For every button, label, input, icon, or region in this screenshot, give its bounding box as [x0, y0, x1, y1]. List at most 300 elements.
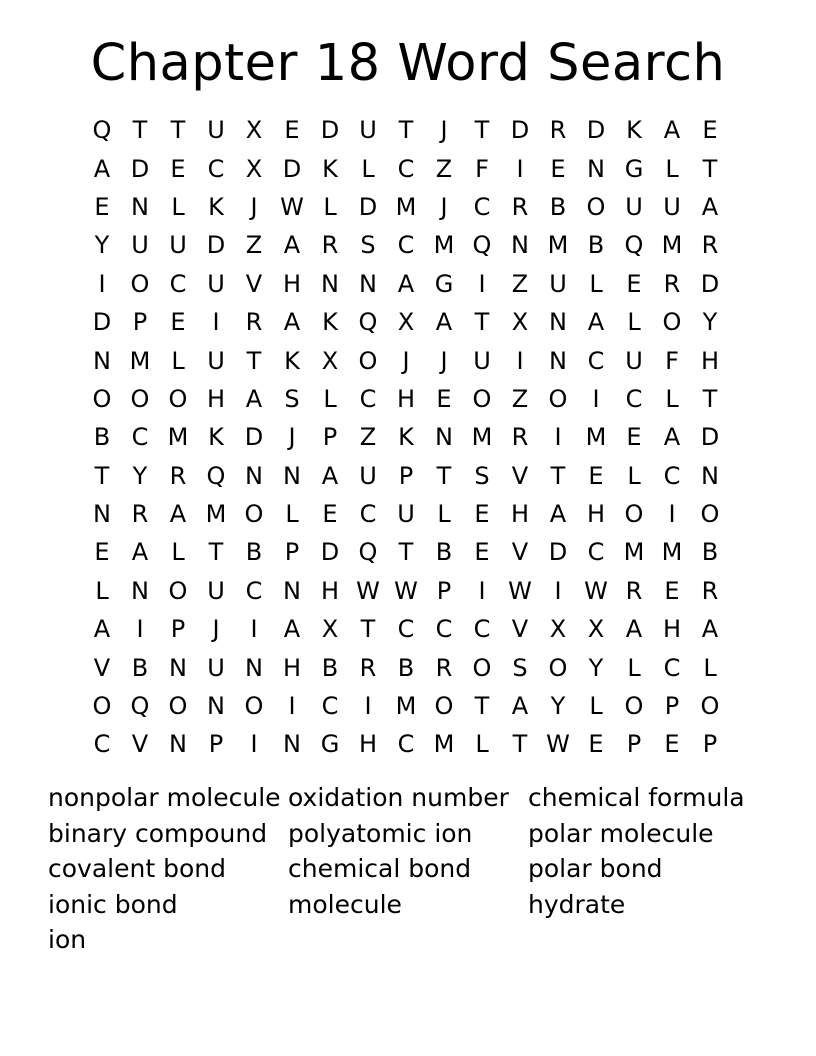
grid-letter: L [665, 384, 679, 413]
grid-letter: L [627, 308, 641, 337]
grid-letter: J [402, 346, 410, 375]
grid-letter: V [511, 538, 529, 567]
grid-letter: D [244, 423, 264, 452]
grid-letter: D [700, 269, 720, 298]
grid-letter: E [170, 308, 186, 337]
word-list-item: polar molecule [528, 818, 714, 848]
grid-letter: A [663, 423, 681, 452]
grid-row [83, 725, 729, 763]
grid-letter: N [131, 576, 149, 605]
grid-letter: H [282, 269, 302, 298]
grid-letter: O [700, 692, 720, 721]
grid-letter: I [478, 576, 486, 605]
word-list-item: hydrate [528, 889, 626, 919]
grid-letter: A [511, 692, 529, 721]
grid-letter: T [512, 730, 528, 759]
grid-letter: X [549, 615, 567, 644]
grid-letter: N [283, 461, 301, 490]
grid-letter: I [250, 730, 258, 759]
grid-letter: D [282, 154, 302, 183]
grid-letter: V [511, 615, 529, 644]
grid-letter: Z [511, 384, 529, 413]
grid-letter: L [285, 500, 299, 529]
grid-letter: M [395, 692, 417, 721]
grid-letter: M [661, 231, 683, 260]
grid-letter: Q [358, 538, 378, 567]
grid-letter: R [359, 653, 377, 682]
word-list-item: polar bond [528, 854, 663, 884]
grid-letter: U [549, 269, 567, 298]
grid-letter: O [662, 308, 682, 337]
grid-letter: N [359, 269, 377, 298]
grid-letter: O [358, 346, 378, 375]
grid-letter: C [587, 346, 605, 375]
grid-letter: O [130, 269, 150, 298]
grid-letter: O [624, 692, 644, 721]
grid-row [83, 265, 729, 303]
grid-letter: O [168, 576, 188, 605]
grid-letter: P [170, 615, 186, 644]
grid-row [83, 380, 729, 418]
grid-letter: N [283, 576, 301, 605]
grid-letter: B [93, 423, 111, 452]
grid-letter: S [284, 384, 300, 413]
grid-letter: W [584, 576, 608, 605]
grid-letter: L [171, 346, 185, 375]
grid-letter: K [284, 346, 300, 375]
grid-letter: A [169, 500, 187, 529]
word-list-item: ion [48, 925, 87, 955]
grid-letter: M [129, 346, 151, 375]
grid-letter: F [665, 346, 679, 375]
grid-letter: V [511, 461, 529, 490]
grid-letter: V [93, 653, 111, 682]
word-list-item: nonpolar molecule [48, 783, 281, 813]
grid-letter: Q [472, 231, 492, 260]
grid-row [83, 418, 729, 456]
grid-letter: R [625, 576, 643, 605]
grid-letter: O [130, 384, 150, 413]
grid-letter: U [625, 346, 643, 375]
letter-grid [83, 111, 729, 764]
grid-letter: J [212, 615, 220, 644]
word-list-item: chemical bond [288, 854, 472, 884]
grid-letter: E [626, 423, 642, 452]
grid-letter: P [436, 576, 452, 605]
grid-letter: A [701, 615, 719, 644]
grid-letter: W [394, 576, 418, 605]
grid-letter: I [98, 269, 106, 298]
grid-letter: C [663, 653, 681, 682]
grid-letter: B [131, 653, 149, 682]
grid-letter: A [131, 538, 149, 567]
grid-letter: F [475, 154, 489, 183]
grid-letter: J [440, 346, 448, 375]
grid-letter: N [169, 730, 187, 759]
word-list-row [48, 816, 768, 852]
grid-letter: U [473, 346, 491, 375]
grid-letter: S [474, 461, 490, 490]
grid-letter: W [280, 192, 304, 221]
word-list [48, 780, 768, 958]
grid-letter: X [511, 308, 529, 337]
grid-letter: Z [511, 269, 529, 298]
grid-letter: D [586, 116, 606, 145]
grid-letter: W [356, 576, 380, 605]
grid-letter: N [207, 692, 225, 721]
grid-letter: K [208, 192, 224, 221]
grid-letter: T [398, 538, 414, 567]
grid-letter: A [283, 615, 301, 644]
grid-letter: O [624, 500, 644, 529]
grid-letter: R [169, 461, 187, 490]
grid-letter: E [664, 730, 680, 759]
grid-letter: N [701, 461, 719, 490]
word-list-item: ionic bond [48, 889, 178, 919]
grid-row [83, 495, 729, 533]
grid-letter: N [435, 423, 453, 452]
grid-letter: Y [550, 692, 566, 721]
grid-letter: Y [94, 231, 110, 260]
grid-letter: P [398, 461, 414, 490]
grid-letter: I [554, 423, 562, 452]
grid-letter: C [169, 269, 187, 298]
word-list-row [48, 922, 768, 958]
grid-letter: D [320, 116, 340, 145]
grid-letter: A [321, 461, 339, 490]
grid-letter: T [474, 116, 490, 145]
grid-letter: L [703, 653, 717, 682]
grid-letter: Q [130, 692, 150, 721]
grid-letter: O [548, 384, 568, 413]
grid-letter: C [397, 231, 415, 260]
word-list-row [48, 851, 768, 887]
grid-letter: Q [206, 461, 226, 490]
grid-letter: D [358, 192, 378, 221]
grid-letter: Y [702, 308, 718, 337]
grid-letter: H [320, 576, 340, 605]
grid-row [83, 648, 729, 686]
grid-letter: H [586, 500, 606, 529]
grid-row [83, 341, 729, 379]
grid-letter: C [93, 730, 111, 759]
grid-letter: O [244, 692, 264, 721]
grid-letter: C [359, 384, 377, 413]
grid-letter: A [625, 615, 643, 644]
grid-letter: O [168, 384, 188, 413]
grid-letter: U [663, 192, 681, 221]
grid-letter: K [626, 116, 642, 145]
grid-letter: B [397, 653, 415, 682]
grid-letter: N [283, 730, 301, 759]
grid-row [83, 226, 729, 264]
grid-letter: B [549, 192, 567, 221]
grid-row [83, 457, 729, 495]
grid-letter: I [136, 615, 144, 644]
grid-letter: H [206, 384, 226, 413]
grid-letter: K [322, 154, 338, 183]
grid-letter: Q [358, 308, 378, 337]
grid-letter: D [206, 231, 226, 260]
grid-letter: T [398, 116, 414, 145]
grid-letter: X [245, 116, 263, 145]
grid-letter: N [245, 461, 263, 490]
grid-letter: D [130, 154, 150, 183]
grid-letter: D [92, 308, 112, 337]
grid-letter: M [395, 192, 417, 221]
grid-letter: U [397, 500, 415, 529]
grid-letter: I [288, 692, 296, 721]
grid-letter: L [627, 653, 641, 682]
grid-letter: L [95, 576, 109, 605]
grid-row [83, 149, 729, 187]
grid-letter: I [592, 384, 600, 413]
page-title: Chapter 18 Word Search [90, 34, 726, 93]
grid-letter: D [510, 116, 530, 145]
grid-letter: T [360, 615, 376, 644]
grid-letter: B [435, 538, 453, 567]
grid-letter: I [250, 615, 258, 644]
grid-letter: A [283, 308, 301, 337]
grid-letter: E [588, 461, 604, 490]
grid-letter: V [245, 269, 263, 298]
grid-letter: A [435, 308, 453, 337]
grid-letter: C [131, 423, 149, 452]
grid-letter: E [626, 269, 642, 298]
grid-letter: E [284, 116, 300, 145]
grid-letter: R [435, 653, 453, 682]
grid-letter: B [245, 538, 263, 567]
grid-letter: A [93, 615, 111, 644]
grid-letter: I [364, 692, 372, 721]
grid-letter: P [284, 538, 300, 567]
grid-letter: R [321, 231, 339, 260]
grid-letter: V [131, 730, 149, 759]
grid-letter: T [132, 116, 148, 145]
grid-letter: E [322, 500, 338, 529]
grid-letter: W [546, 730, 570, 759]
grid-letter: H [510, 500, 530, 529]
grid-letter: X [321, 615, 339, 644]
grid-letter: L [323, 192, 337, 221]
grid-letter: L [171, 192, 185, 221]
grid-letter: M [433, 730, 455, 759]
grid-letter: A [701, 192, 719, 221]
grid-letter: L [437, 500, 451, 529]
grid-letter: I [516, 346, 524, 375]
grid-row [83, 111, 729, 149]
grid-letter: U [359, 461, 377, 490]
grid-letter: O [434, 692, 454, 721]
grid-letter: R [245, 308, 263, 337]
grid-letter: G [624, 154, 644, 183]
grid-letter: T [208, 538, 224, 567]
grid-letter: R [511, 423, 529, 452]
grid-letter: I [668, 500, 676, 529]
grid-letter: U [207, 116, 225, 145]
grid-letter: T [702, 154, 718, 183]
grid-letter: N [93, 500, 111, 529]
grid-letter: K [208, 423, 224, 452]
grid-letter: H [700, 346, 720, 375]
grid-letter: S [512, 653, 528, 682]
grid-letter: T [474, 692, 490, 721]
word-list-row [48, 780, 768, 816]
grid-letter: U [207, 576, 225, 605]
grid-letter: K [322, 308, 338, 337]
grid-letter: T [170, 116, 186, 145]
word-list-item: polyatomic ion [288, 818, 473, 848]
grid-letter: K [398, 423, 414, 452]
grid-letter: H [396, 384, 416, 413]
word-list-item: molecule [288, 889, 402, 919]
grid-row [83, 572, 729, 610]
grid-letter: J [288, 423, 296, 452]
grid-letter: N [245, 653, 263, 682]
word-list-item: chemical formula [528, 783, 745, 813]
grid-letter: N [93, 346, 111, 375]
grid-letter: T [702, 384, 718, 413]
grid-letter: J [440, 192, 448, 221]
grid-row [83, 687, 729, 725]
grid-letter: H [358, 730, 378, 759]
grid-letter: P [322, 423, 338, 452]
grid-letter: Z [359, 423, 377, 452]
grid-letter: U [131, 231, 149, 260]
grid-letter: Y [588, 653, 604, 682]
grid-letter: N [511, 231, 529, 260]
grid-letter: A [397, 269, 415, 298]
grid-letter: T [436, 461, 452, 490]
grid-letter: E [474, 500, 490, 529]
grid-letter: L [665, 154, 679, 183]
grid-letter: I [478, 269, 486, 298]
grid-letter: O [700, 500, 720, 529]
grid-letter: R [701, 231, 719, 260]
grid-letter: A [549, 500, 567, 529]
word-list-row [48, 887, 768, 923]
grid-letter: C [397, 730, 415, 759]
grid-letter: M [585, 423, 607, 452]
grid-letter: R [663, 269, 681, 298]
grid-letter: A [245, 384, 263, 413]
grid-letter: O [472, 653, 492, 682]
grid-letter: T [474, 308, 490, 337]
grid-letter: O [92, 692, 112, 721]
grid-letter: D [548, 538, 568, 567]
grid-letter: L [627, 461, 641, 490]
grid-letter: X [321, 346, 339, 375]
grid-letter: M [433, 231, 455, 260]
grid-letter: J [250, 192, 258, 221]
grid-letter: C [207, 154, 225, 183]
grid-letter: M [661, 538, 683, 567]
grid-letter: R [131, 500, 149, 529]
grid-letter: L [589, 269, 603, 298]
grid-letter: H [662, 615, 682, 644]
grid-letter: L [475, 730, 489, 759]
grid-letter: C [625, 384, 643, 413]
grid-letter: U [207, 269, 225, 298]
grid-letter: Q [92, 116, 112, 145]
grid-letter: I [516, 154, 524, 183]
grid-letter: N [321, 269, 339, 298]
grid-letter: S [360, 231, 376, 260]
grid-letter: W [508, 576, 532, 605]
grid-letter: D [700, 423, 720, 452]
grid-letter: U [169, 231, 187, 260]
grid-letter: I [554, 576, 562, 605]
grid-letter: A [663, 116, 681, 145]
grid-letter: C [359, 500, 377, 529]
grid-letter: O [472, 384, 492, 413]
word-list-item: covalent bond [48, 854, 226, 884]
grid-letter: G [434, 269, 454, 298]
grid-letter: U [207, 653, 225, 682]
grid-letter: N [131, 192, 149, 221]
grid-letter: T [550, 461, 566, 490]
grid-letter: P [664, 692, 680, 721]
grid-letter: N [169, 653, 187, 682]
grid-letter: I [212, 308, 220, 337]
grid-letter: O [548, 653, 568, 682]
grid-letter: N [549, 308, 567, 337]
grid-letter: A [587, 308, 605, 337]
grid-letter: E [474, 538, 490, 567]
grid-letter: U [625, 192, 643, 221]
grid-letter: U [207, 346, 225, 375]
grid-letter: M [167, 423, 189, 452]
grid-letter: J [440, 116, 448, 145]
grid-letter: G [320, 730, 340, 759]
grid-letter: L [589, 692, 603, 721]
grid-letter: L [323, 384, 337, 413]
grid-letter: B [587, 231, 605, 260]
grid-letter: C [435, 615, 453, 644]
grid-row [83, 533, 729, 571]
grid-letter: T [246, 346, 262, 375]
grid-letter: X [587, 615, 605, 644]
grid-letter: A [93, 154, 111, 183]
grid-row [83, 303, 729, 341]
grid-letter: O [244, 500, 264, 529]
grid-letter: P [208, 730, 224, 759]
word-list-item: binary compound [48, 818, 268, 848]
grid-letter: R [511, 192, 529, 221]
grid-letter: C [587, 538, 605, 567]
grid-letter: M [623, 538, 645, 567]
grid-letter: A [283, 231, 301, 260]
grid-letter: M [547, 231, 569, 260]
grid-row [83, 610, 729, 648]
grid-letter: T [94, 461, 110, 490]
grid-letter: N [549, 346, 567, 375]
grid-letter: B [321, 653, 339, 682]
grid-letter: L [171, 538, 185, 567]
grid-letter: E [588, 730, 604, 759]
grid-letter: P [702, 730, 718, 759]
grid-letter: X [397, 308, 415, 337]
grid-letter: E [94, 538, 110, 567]
grid-letter: R [549, 116, 567, 145]
grid-letter: U [359, 116, 377, 145]
grid-letter: X [245, 154, 263, 183]
grid-letter: B [701, 538, 719, 567]
grid-letter: C [473, 192, 491, 221]
word-list-item: oxidation number [288, 783, 509, 813]
grid-letter: E [550, 154, 566, 183]
grid-letter: D [320, 538, 340, 567]
